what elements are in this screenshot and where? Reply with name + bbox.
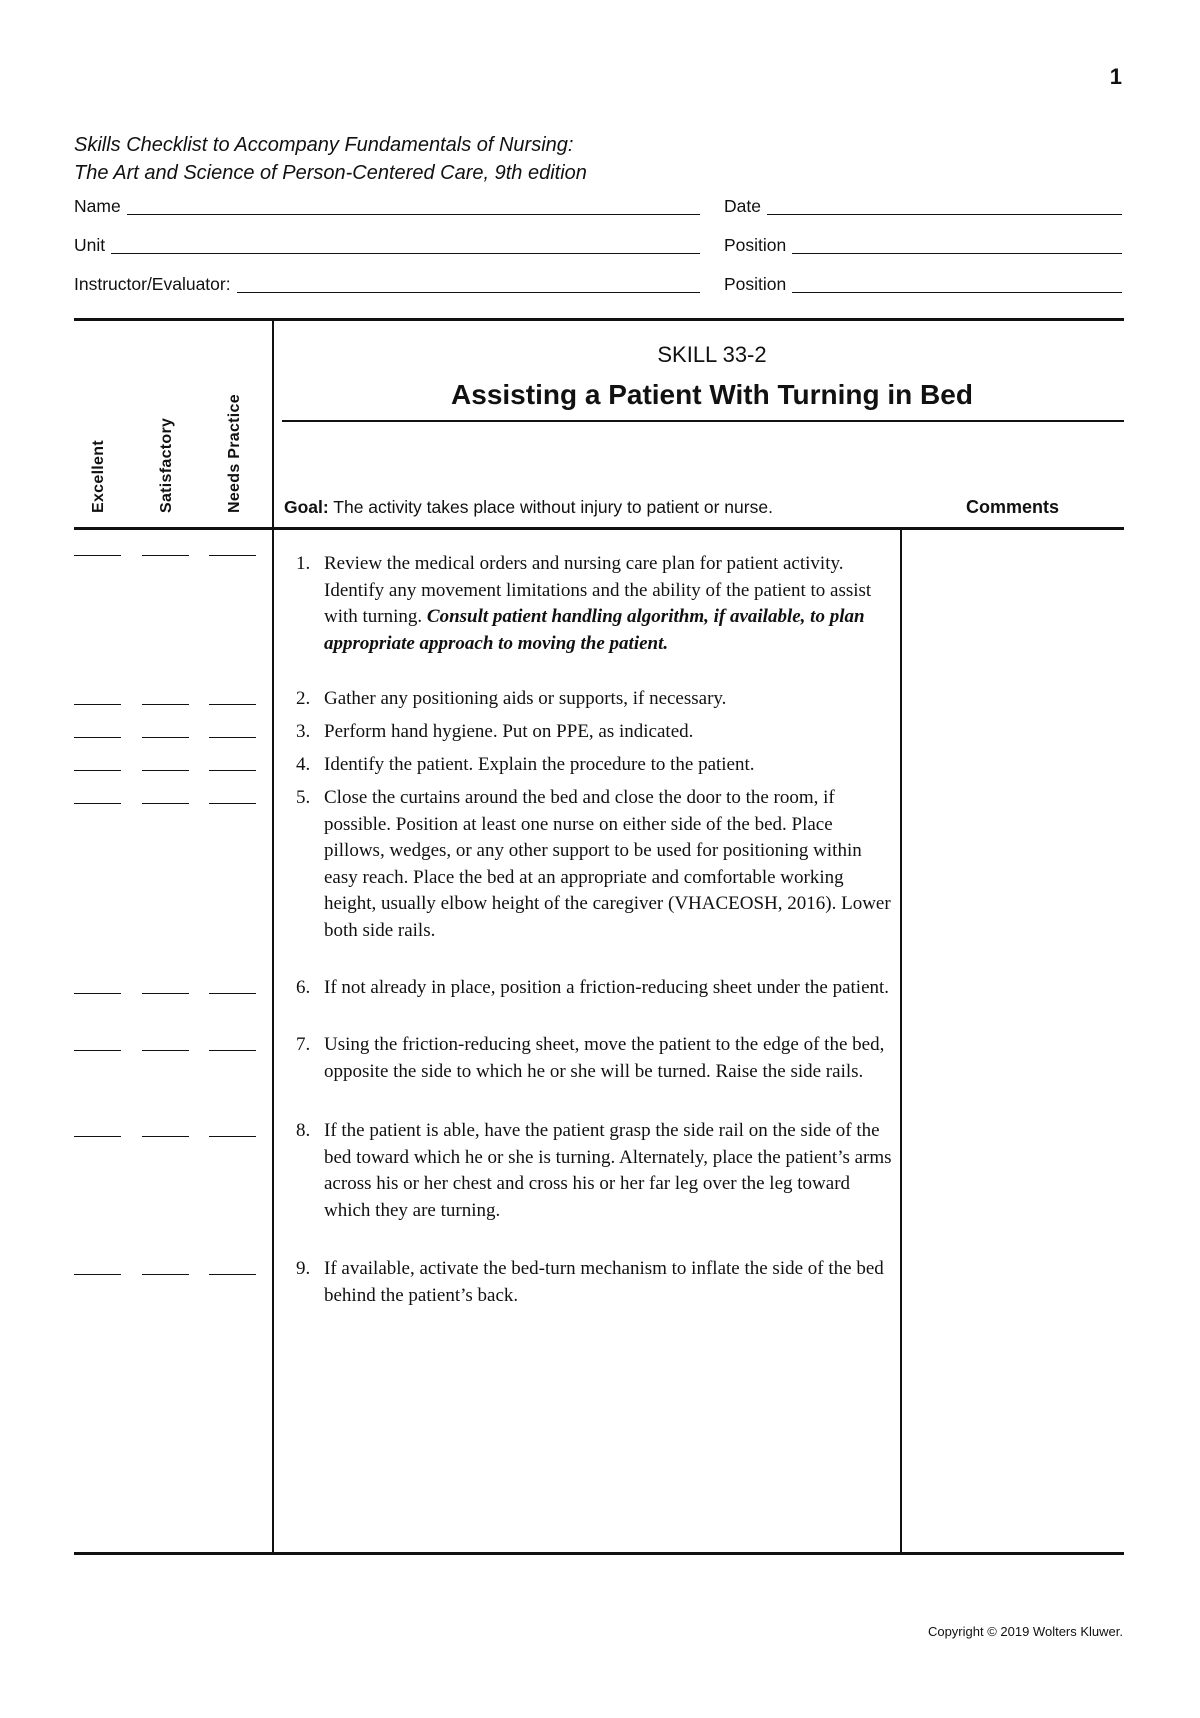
rating-blanks-step-7[interactable]: [74, 1050, 256, 1051]
goal-text: The activity takes place without injury to patient or nurse.: [333, 497, 773, 517]
step-1: [296, 551, 896, 657]
position-label-1: Position: [724, 235, 787, 255]
rating-blanks-step-5[interactable]: [74, 803, 256, 804]
satisfactory-blank[interactable]: [142, 1136, 189, 1137]
step-5: [296, 785, 896, 944]
comments-area[interactable]: [903, 531, 1123, 1551]
unit-label: Unit: [74, 235, 106, 255]
step-text: Perform hand hygiene. Put on PPE, as indicated.: [324, 721, 694, 742]
book-title-line-2: The Art and Science of Person-Centered Care, 9th edition: [74, 162, 587, 184]
book-title-line-1: Skills Checklist to Accompany Fundamentals of Nursing:: [74, 134, 574, 156]
step-number: 8.: [296, 1120, 311, 1141]
comments-column-divider: [900, 528, 902, 1554]
step-text: Gather any positioning aids or supports, if necessary.: [324, 688, 727, 709]
position-line-1[interactable]: [792, 241, 1122, 254]
satisfactory-blank[interactable]: [142, 555, 189, 556]
needs-practice-blank[interactable]: [209, 737, 256, 738]
needs-practice-blank[interactable]: [209, 1136, 256, 1137]
rating-blanks-step-9[interactable]: [74, 1274, 256, 1275]
step-text: Close the curtains around the bed and close the door to the room, if possible. Position at least one nurse on either side of the bed. Place pillows, wedges, or any other support to be used for positioning within easy reach. Place the bed at an appropriate and comfortable working height, usually elbow height of the caregiver (VHACEOSH, 2016). Lower both side rails.: [324, 787, 891, 941]
needs-practice-blank[interactable]: [209, 993, 256, 994]
step-number: 9.: [296, 1258, 311, 1279]
satisfactory-blank[interactable]: [142, 1050, 189, 1051]
needs-practice-blank[interactable]: [209, 1274, 256, 1275]
instructor-label: Instructor/Evaluator:: [74, 274, 231, 294]
step-number: 2.: [296, 688, 311, 709]
step-text: Using the friction-reducing sheet, move the patient to the edge of the bed, opposite the side to which he or she will be turned. Raise the side rails.: [324, 1034, 885, 1082]
satisfactory-blank[interactable]: [142, 1274, 189, 1275]
position-line-2[interactable]: [792, 280, 1122, 293]
header-satisfactory: Satisfactory: [158, 417, 175, 513]
excellent-blank[interactable]: [74, 704, 121, 705]
title-underline: [282, 420, 1124, 422]
position-label-2: Position: [724, 274, 787, 294]
step-emphasis: Consult patient handling algorithm, if available, to plan appropriate approach to moving the patient.: [324, 606, 865, 654]
needs-practice-blank[interactable]: [209, 1050, 256, 1051]
goal: [284, 497, 773, 518]
excellent-blank[interactable]: [74, 555, 121, 556]
step-text: Identify the patient. Explain the procedure to the patient.: [324, 754, 755, 775]
needs-practice-blank[interactable]: [209, 555, 256, 556]
skill-number: SKILL 33-2: [657, 342, 767, 367]
rating-column-divider: [272, 318, 274, 1554]
header-bottom-rule: [74, 527, 1124, 530]
rating-blanks-step-8[interactable]: [74, 1136, 256, 1137]
excellent-blank[interactable]: [74, 1050, 121, 1051]
rating-blanks-step-2[interactable]: [74, 704, 256, 705]
name-field[interactable]: [74, 196, 700, 217]
unit-line[interactable]: [111, 241, 700, 254]
comments-header: Comments: [966, 497, 1060, 517]
name-line[interactable]: [127, 202, 700, 215]
needs-practice-blank[interactable]: [209, 770, 256, 771]
book-title: [74, 131, 587, 187]
needs-practice-blank[interactable]: [209, 704, 256, 705]
step-text: If the patient is able, have the patient grasp the side rail on the side of the bed toward which he or she is turning. Alternately, place the patient’s arms across his or her chest and cross his or her far leg over the leg toward which they are turning.: [324, 1120, 892, 1221]
header-excellent: Excellent: [90, 440, 107, 513]
rating-blanks-step-3[interactable]: [74, 737, 256, 738]
step-8: [296, 1118, 896, 1224]
table-top-rule: [74, 318, 1124, 321]
rating-blanks-step-4[interactable]: [74, 770, 256, 771]
table-bottom-rule: [74, 1552, 1124, 1555]
page-number: 1: [1109, 64, 1122, 89]
excellent-blank[interactable]: [74, 993, 121, 994]
step-text: Review the medical orders and nursing care plan for patient activity. Identify any movement limitations and the ability of the patient to assist with turning. Consult patient handling algorithm, if available, to plan appropriate approach to moving the patient.: [324, 553, 872, 654]
excellent-blank[interactable]: [74, 770, 121, 771]
instructor-line[interactable]: [237, 280, 700, 293]
step-text: If available, activate the bed-turn mechanism to inflate the side of the bed behind the patient’s back.: [324, 1258, 884, 1306]
step-3: [296, 719, 896, 746]
position-field-1[interactable]: [724, 235, 1122, 256]
rating-blanks-step-1[interactable]: [74, 555, 256, 556]
copyright: Copyright © 2019 Wolters Kluwer.: [927, 1624, 1123, 1639]
step-text: If not already in place, position a friction-reducing sheet under the patient.: [324, 977, 890, 998]
date-line[interactable]: [767, 202, 1122, 215]
step-6: [296, 975, 896, 1002]
excellent-blank[interactable]: [74, 1136, 121, 1137]
step-number: 3.: [296, 721, 311, 742]
step-number: 6.: [296, 977, 311, 998]
date-label: Date: [724, 196, 761, 216]
name-label: Name: [74, 196, 121, 216]
excellent-blank[interactable]: [74, 737, 121, 738]
instructor-field[interactable]: [74, 274, 700, 295]
step-4: [296, 752, 896, 779]
needs-practice-blank[interactable]: [209, 803, 256, 804]
step-9: [296, 1256, 896, 1309]
satisfactory-blank[interactable]: [142, 803, 189, 804]
position-field-2[interactable]: [724, 274, 1122, 295]
step-2: [296, 686, 896, 713]
skill-title: Assisting a Patient With Turning in Bed: [451, 379, 973, 410]
header-needs-practice: Needs Practice: [226, 394, 243, 513]
date-field[interactable]: [724, 196, 1122, 217]
satisfactory-blank[interactable]: [142, 737, 189, 738]
satisfactory-blank[interactable]: [142, 704, 189, 705]
goal-label: Goal:: [284, 497, 329, 517]
step-number: 4.: [296, 754, 311, 775]
satisfactory-blank[interactable]: [142, 993, 189, 994]
excellent-blank[interactable]: [74, 803, 121, 804]
rating-blanks-step-6[interactable]: [74, 993, 256, 994]
step-number: 1.: [296, 553, 311, 574]
unit-field[interactable]: [74, 235, 700, 256]
excellent-blank[interactable]: [74, 1274, 121, 1275]
step-number: 7.: [296, 1034, 311, 1055]
satisfactory-blank[interactable]: [142, 770, 189, 771]
step-number: 5.: [296, 787, 311, 808]
step-7: [296, 1032, 896, 1085]
